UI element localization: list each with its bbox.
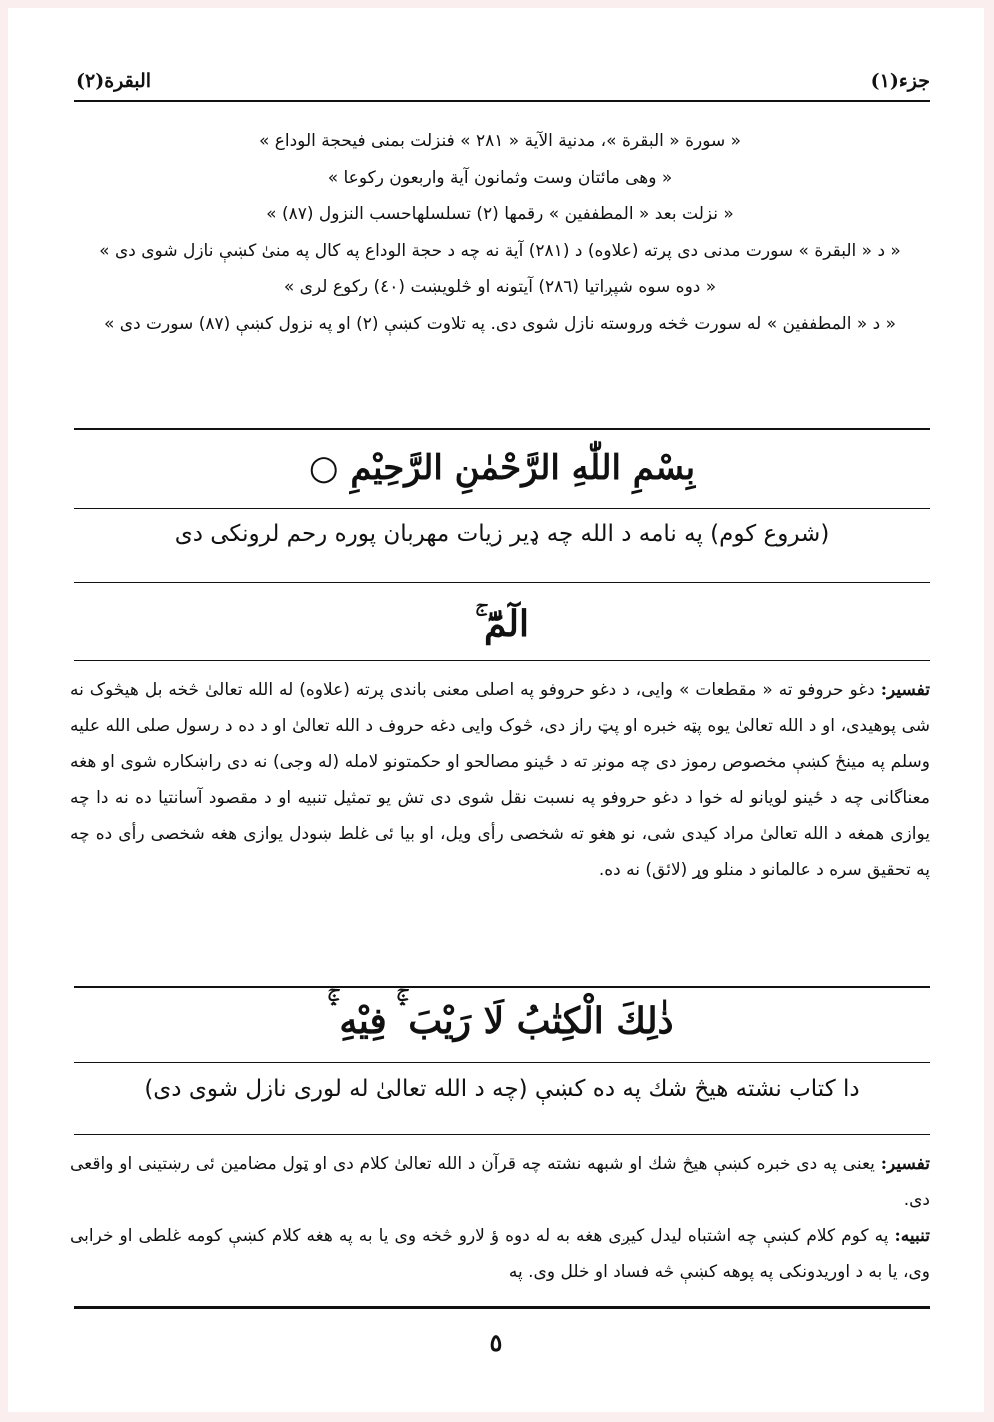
tafsir-text: يعنى په دى خبره كښې هيڅ شك او شبهه نشته چه قرآن د الله تعالیٰ كلام دى او ټول مضامين ئى رښتينى او واقعى دى.	[70, 1154, 930, 1210]
section-rule	[74, 508, 930, 509]
section-rule	[74, 986, 930, 988]
note-text: په كوم كلام كښې چه اشتباه ليدل كيږى هغه به له دوه ؤ لارو څخه وى يا به په هغه كلام كښې كومه غلطى او خرابى وى، يا به د اوريدونكى په پوهه كښې څه فساد او خلل وى. په	[70, 1226, 930, 1282]
header-rule	[74, 100, 930, 102]
section-rule	[74, 660, 930, 661]
intro-line: « وهى مائتان وست وثمانون آية واربعون ركوعا »	[327, 167, 673, 188]
verse2-translation: دا كتاب نشته هيڅ شك په ده كښې (چه د الله تعالیٰ له لورى نازل شوى دى)	[144, 1076, 860, 1102]
verse1-tafsir	[70, 672, 930, 888]
intro-line: « د « البقرة » سورت مدنى دى پرته (علاوه) د (٢٨١) آية نه چه د حجة الوداع په كال په منیٰ كښې نازل شوى دى »	[99, 240, 901, 261]
verse2-arabic: ذٰلِكَ الْكِتٰبُ لَا رَيْبَ ۛۚ فِيْهِ ۛۚ	[330, 1000, 674, 1042]
running-header	[70, 62, 930, 98]
verse2-tafsir	[70, 1146, 930, 1290]
section-rule	[74, 1062, 930, 1063]
section-rule	[74, 582, 930, 583]
footer-rule	[74, 1306, 930, 1309]
tafsir-text: دغو حروفو ته « مقطعات » وايى، د دغو حروفو په اصلى معنى باندى پرته (علاوه) له الله تعالیٰ څخه بل هيڅوک نه شى پوهيدى، او د الله تعالیٰ يوه پټه خبره او پټ راز دى، څوک وايى دغه حروف د الله تعالیٰ او د ده د رسول صلى الله عليه وسلم په مينځ كښې مخصوص رموز دى چه مونږ ته د ځينو مصالحو او حكمتونو لامله (له وجى) نه دى راښكاره شوى او هغه معناگانى چه د ځينو لويانو له خوا د دغو حروفو په نسبت نقل شوى دى تش يو تمثيل تنبيه او د مقصود آسانتيا ده نه دا چه يوازى همغه د الله تعالیٰ مراد كيدى شى، نو هغو ته شخصى رأى ويل، او بيا ئى غلط ښودل يوازى هغه شخصى رأى ده چه په تحقيق سره د عالمانو د منلو وړ (لائق) نه ده.	[70, 680, 930, 880]
section-rule	[74, 428, 930, 430]
tafsir-label: تفسير:	[880, 1154, 930, 1174]
page	[8, 8, 984, 1412]
page-number: ٥	[489, 1328, 503, 1357]
basmala-arabic: بِسْمِ اللّٰهِ الرَّحْمٰنِ الرَّحِيْمِ ○	[308, 448, 696, 488]
surah-label: البقرة(٢)	[76, 70, 152, 92]
basmala-translation: (شروع كوم) په نامه د الله چه ډير زيات مهربان پوره رحم لرونكى دى	[174, 521, 830, 547]
juz-label: جزء(١)	[870, 70, 930, 92]
surah-intro	[70, 123, 930, 342]
intro-line: « دوه سوه شپږاتيا (٢٨٦) آيتونه او څلويښت (٤٠) ركوع لرى »	[283, 277, 717, 297]
intro-line: « نزلت بعد « المطففين » رقمها (٢) تسلسلهاحسب النزول (٨٧) »	[266, 204, 734, 224]
intro-line: « د « المطففين » له سورت څخه وروسته نازل شوى دى. په تلاوت كښې (٢) او په نزول كښې (٨٧) سورت دى »	[103, 313, 897, 334]
intro-line: « سورة « البقرة »، مدنية الآية « ٢٨١ » فنزلت بمنى فيحجة الوداع »	[258, 131, 742, 151]
verse1-arabic: الٓمّٓ ۚ	[475, 603, 529, 645]
tafsir-label: تفسير:	[880, 680, 930, 700]
section-rule	[74, 1134, 930, 1135]
note-label: تنبيه:	[894, 1226, 930, 1246]
